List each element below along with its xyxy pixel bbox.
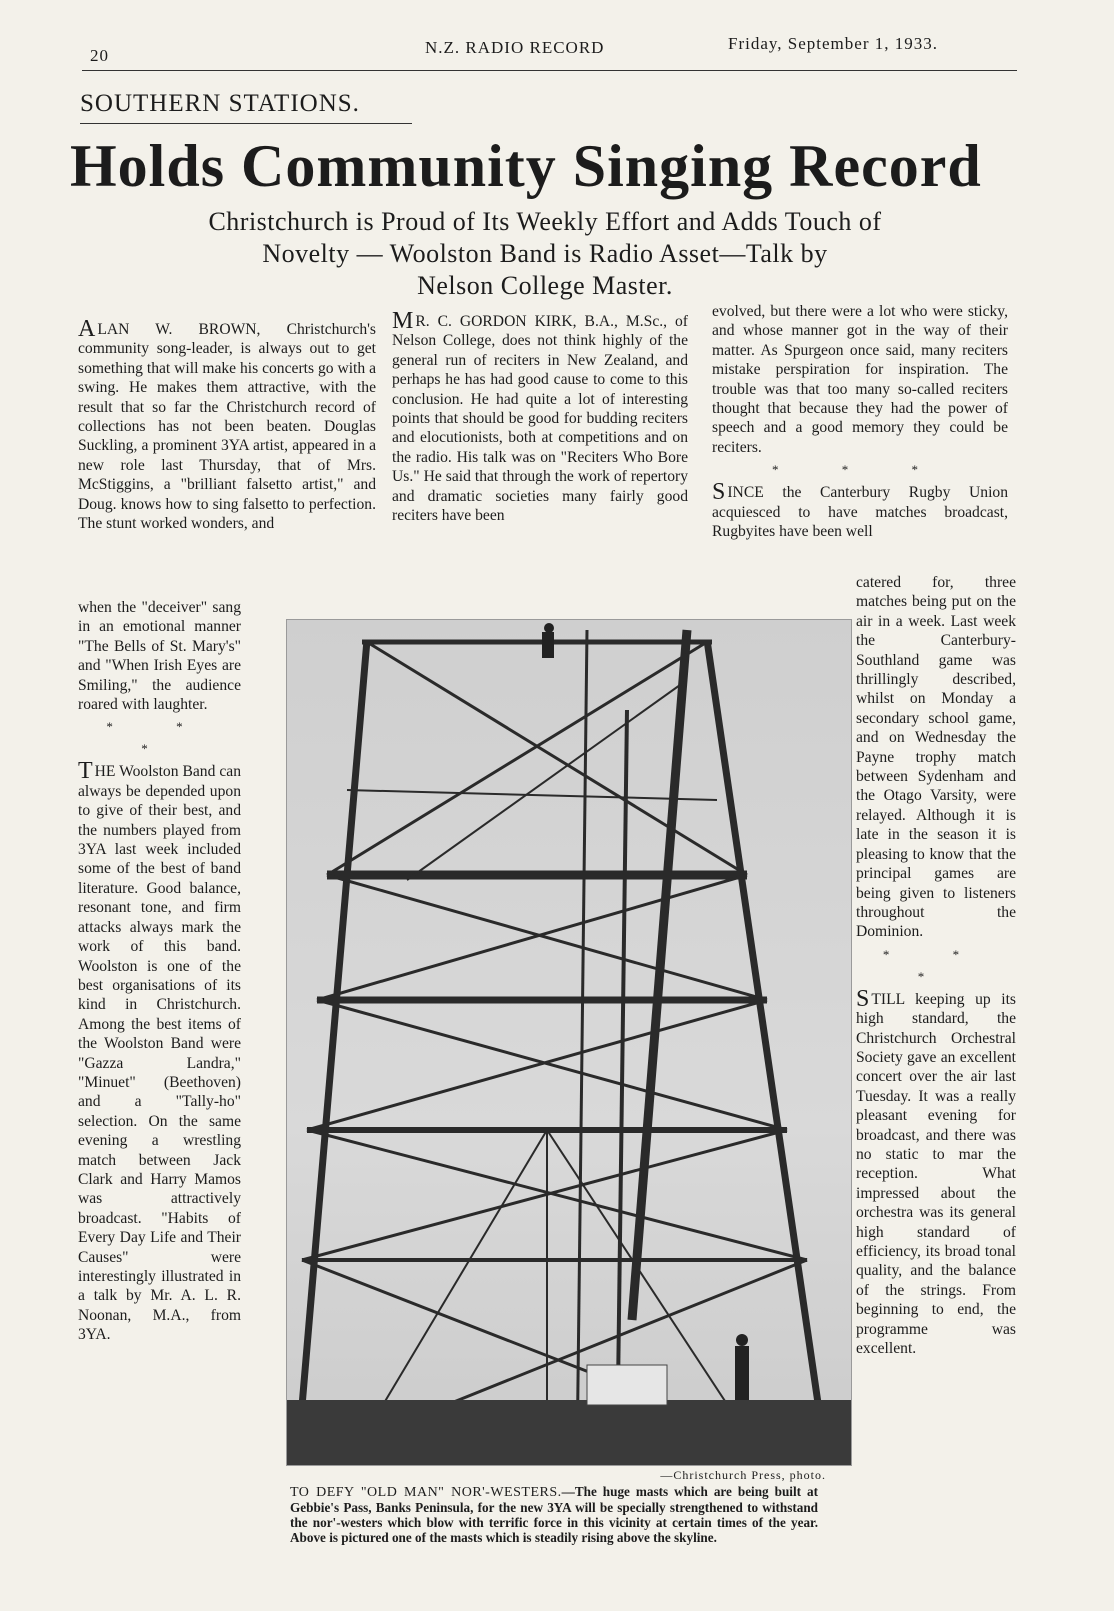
column3-narrow [856, 573, 1016, 1358]
caption-lead: TO DEFY "OLD MAN" NOR'-WESTERS. [290, 1485, 562, 1500]
section-separator: * * * [106, 719, 213, 757]
drop-cap: A [78, 316, 96, 342]
article-paragraph: catered for, three matches being put on the air in a week. Last week the Canterbury-Southland game was thrillingly described, whilst on Monday a secondary school game, and on Wednesday the Payne trophy match between Sydenham and the Otago Varsity, were relayed. Although it is late in the season it is pleasing to know that the principal games are being given to listeners throughout the Dominion. [856, 574, 1016, 941]
drop-cap: M [392, 308, 414, 334]
column2 [392, 308, 688, 525]
drop-cap: S [856, 985, 870, 1012]
article-paragraph: SINCE the Canterbury Rugby Union acquiesced to have matches broadcast, Rugbyites have been well [712, 479, 1008, 541]
column1-narrow [78, 598, 241, 1345]
column1-top [78, 316, 376, 533]
section-underline [80, 123, 412, 124]
section-separator: * * * [882, 946, 990, 984]
section-separator: * * * [772, 462, 948, 478]
article-paragraph: M R. C. GORDON KIRK, B.A., M.Sc., of Nelson College, does not think highly of the general run of reciters in New Zealand, and perhaps he has had good cause to come to this conclusion. He had quite a lot of interesting points that should be good for budding reciters and elocutionists, both at competitions and on the radio. His talk was on "Reciters Who Bore Us." He said that through the work of repertory and dramatic societies many fairly good reciters have been [392, 308, 688, 525]
masthead-rule [82, 70, 1017, 71]
article-paragraph: when the "deceiver" sang in an emotional manner "The Bells of St. Mary's" and "When Irish Eyes are Smiling," the audience roared with laughter. [78, 599, 241, 714]
subheadline [110, 206, 980, 302]
headline: Holds Community Singing Record [70, 133, 982, 199]
photo-credit: —Christchurch Press, photo. [660, 1468, 826, 1482]
article-paragraph: THE Woolston Band can always be depended upon to give of their best, and the numbers played from 3YA last week included some of the best of band literature. Good balance, resonant tone, and firm attacks always mark the work of this band. Woolston is one of the best organisations of its kind in Christchurch. Among the best items of the Woolston Band were "Gazza Landra," "Minuet" (Beethoven) and a "Tally-ho" selection. On the same evening a wrestling match between Jack Clark and Harry Mamos was attractively broadcast. "Habits of Every Day Life and Their Causes" were interestingly illustrated in a talk by Mr. A. L. R. Noonan, M.A., from 3YA. [78, 758, 241, 1344]
photo-caption [290, 1484, 818, 1545]
drop-cap: S [712, 479, 726, 506]
caption-text: —The huge masts which are being built at Gebbie's Pass, Banks Peninsula, for the new 3YA will be specially strengthened to withstand the nor'-westers which blow with terrific force in this vicinity at certain times of the year. Above is pictured one of the masts which is steadily rising above the skyline. [290, 1484, 819, 1545]
subheadline-line: Novelty — Woolston Band is Radio Asset—Talk by [262, 239, 828, 268]
subheadline-line: Christchurch is Proud of Its Weekly Effort and Adds Touch of [208, 207, 882, 236]
article-paragraph: ALAN W. BROWN, Christchurch's community song-leader, is always out to get something that will make his concerts go with a swing. He makes them attractive, with the result that so far the Christchurch record of collections has not been beaten. Douglas Suckling, a prominent 3YA artist, appeared in a new role last Thursday, that of Mrs. McStiggins, a "brilliant falsetto artist," and Doug. knows how to sing falsetto to perfection. The stunt worked wonders, and [78, 316, 376, 533]
drop-cap: T [78, 758, 93, 785]
article-paragraph: evolved, but there were a lot who were sticky, and whose manner got in the way of their matter. As Spurgeon once said, many reciters mistake perspiration for inspiration. The trouble was that too many so-called reciters thought that because they had the power of speech and a good memory they could be reciters. [712, 303, 1008, 456]
issue-date: Friday, September 1, 1933. [728, 34, 938, 53]
subheadline-line: Nelson College Master. [417, 271, 673, 300]
section-label: SOUTHERN STATIONS. [80, 90, 360, 117]
page-number: 20 [90, 46, 109, 65]
publication-title: N.Z. RADIO RECORD [425, 38, 605, 57]
radio-mast-photo [286, 619, 852, 1466]
article-paragraph: STILL keeping up its high standard, the Christchurch Orchestral Society gave an excellent concert over the air last Tuesday. It was a really pleasant evening for broadcast, and there was no static to mar the reception. What impressed about the orchestra was its general high standard of efficiency, its broad tonal quality, and the balance of the strings. From beginning to end, the programme was excellent. [856, 985, 1016, 1358]
radio-mast-illustration [287, 620, 851, 1465]
column3-top [712, 302, 1008, 541]
